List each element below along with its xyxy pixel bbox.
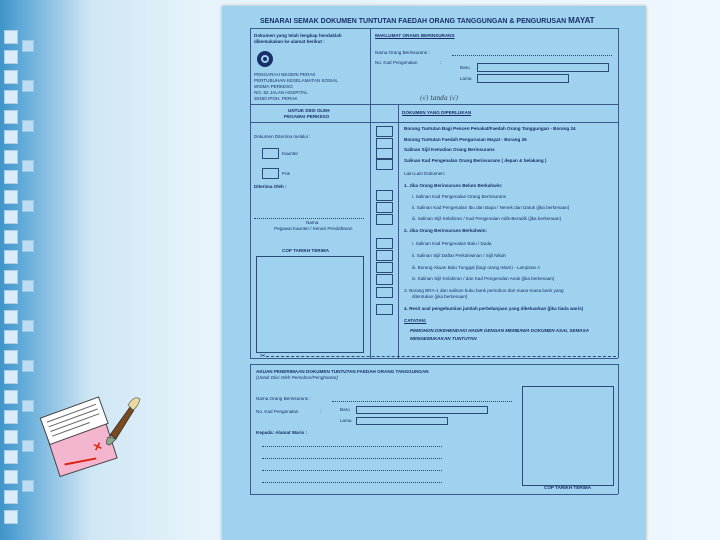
doc-item: 3. Borang BRA-1 dan salinan buku bank pemohon dari mana-mana bank yang [404,288,564,293]
ack-name-label: Nama Orang Berinsurans : [256,396,311,401]
item-checkbox[interactable] [376,190,393,201]
doc-heading: DOKUMEN YANG DIPERLUKAN [402,110,472,115]
scissors-icon: ✂ [260,353,266,360]
counter-checkbox[interactable] [262,148,279,159]
official-label-2: PEGAWAI PERKESO [284,114,330,119]
received-by-label: Diterima Oleh : [254,184,287,189]
ack-subtitle: (Untuk Diisi Oleh Pemohon/Penghantar) [256,375,338,380]
address-line-4: NO. 82 JALAN HOSPITAL [254,90,308,95]
note-label: CATATAN: [404,318,427,323]
counter-label: Kaunter [282,151,299,156]
document-brush-clipart-icon [30,395,145,485]
item-checkbox[interactable] [376,274,393,285]
item-checkbox[interactable] [376,238,393,249]
ack-ic-label: No. Kad Pengenalan [256,409,299,414]
doc-item: 2. Jika Orang Berinsurans Berkahwin: [404,228,487,233]
officer-title-label: Pegawai Kaunter / Kerani Pendaftaran [274,226,353,231]
item-checkbox[interactable] [376,202,393,213]
doc-item: 4. Resit asal pengebumian jumlah perbelanjaan yang dikeluarkan (jika tiada waris) [404,306,584,311]
send-label-1: Dokumen yang telah lengkap hendaklah [254,33,342,38]
doc-item: iii. Borang Akuan Balu Tunggal (bagi orang Islam) - Lampiran A [412,265,541,270]
checklist-document: SENARAI SEMAK DOKUMEN TUNTUTAN FAEDAH ORANG TANGGUNGAN & PENGURUSAN MAYAT Dokumen yang telah lengkap hendaklah dikemukakan ke alamat berikut : PENGARAH NEGERI PERAK PERTUBUHAN KESELAMATAN SOSIAL WISMA PERKESO NO. 82 JALAN HOSPITAL 30450 IPOH, PERAK MAKLUMAT ORANG BERINSURANS Nama Orang Berinsurans : No. Kad Pengenalan : Baru Lama (√) tanda (√) UNTUK DIISI OLEH PEGAWAI PERKESO DOKUMEN YANG DIPERLUKAN Dokumen Diterima melalui : Kaunter Pos Diterima Oleh : Nama Pegawai Kaunter / Kerani Pendaftaran COP TARIKH TERIMA Borang Tuntutan Bagi Pencen Penakat/Faedah Orang Tanggungan - Borang 24 Borang Tuntutan Faedah Pengurusan Mayat - Borang 26 Salinan Sijil Kematian Orang Berinsurans Salinan Kad Pengenalan Orang Berinsurans ( depan & belakang ) Lain-Lain Dokumen: 1. Jika Orang Berinsurans Belum Berkahwin: i. Salinan Kad Pengenalan Orang Berinsurans ii. Salinan Kad Pengenalan Ibu dan Bapa / Nenek dan Datuk (jika berkenaan) iii. Salinan Sijil Kelahiran / Kad Pengenalan Adik-Beradik (jika berkenaan) 2. Jika Orang Berinsurans Berkahwin: i. Salinan Kad Pengenalan Balu / Duda ii. Salinan Sijil Daftar Perkahwinan / Sijil Nikah iii. Borang Akuan Balu Tunggal (bagi orang Islam) - Lampiran A iv. Salinan Sijil Kelahiran / dan Kad Pengenalan Anak (jika berkenaan) 3. Borang BRA-1 dan salinan buku bank pemohon dari mana-mana bank yang ditentukan (jika berkenaan) 4. Resit asal pengebumian jumlah perbelanjaan yang dikeluarkan (jika tiada waris) CATATAN: PEMOHON DIKEHENDAKI HADIR DENGAN MEMBAWA DOKUMEN ASAL SEMASA MENGEMUKAKAN TUNTUTAN ✂ AKUAN PENERIMAAN DOKUMEN TUNTUTAN FAEDAH ORANG TANGGUNGAN (Untuk Diisi Oleh Pemohon/Penghantar) Nama Orang Berinsurans : No. Kad Pengenalan : Baru Lama Kepada: Alamat Waris : COP TARIKH TERIMA [222,6,646,540]
item-checkbox[interactable] [376,262,393,273]
ic-new-boxes [477,63,609,72]
stamp-box-2 [522,386,614,486]
doc-item: i. Salinan Kad Pengenalan Orang Berinsurans [412,194,506,199]
ack-ic-new: Baru [340,407,350,412]
document-title: SENARAI SEMAK DOKUMEN TUNTUTAN FAEDAH ORANG TANGGUNGAN & PENGURUSAN MAYAT [260,16,595,25]
doc-item: Salinan Kad Pengenalan Orang Berinsurans ( depan & belakang ) [404,158,547,163]
note-line-2: MENGEMUKAKAN TUNTUTAN [410,336,477,341]
ic-label: No. Kad Pengenalan [375,60,418,65]
info-heading: MAKLUMAT ORANG BERINSURANS [375,33,455,38]
stamp-label-1: COP TARIKH TERIMA [282,248,330,253]
post-label: Pos [282,171,290,176]
ic-new-label: Baru [460,65,470,70]
address-line-1: PENGARAH NEGERI PERAK [254,72,316,77]
stamp-box-1 [256,256,364,353]
ack-ic-old: Lama [340,418,352,423]
perkeso-logo-icon [254,49,276,69]
item-checkbox[interactable] [376,214,393,225]
item-checkbox[interactable] [376,148,393,159]
doc-item: Borang Tuntutan Bagi Pencen Penakat/Faedah Orang Tanggungan - Borang 24 [404,126,576,131]
note-line-1: PEMOHON DIKEHENDAKI HADIR DENGAN MEMBAWA DOKUMEN ASAL SEMASA [410,328,589,333]
item-checkbox[interactable] [376,287,393,298]
send-label-2: dikemukakan ke alamat berikut : [254,39,325,44]
doc-item: ii. Salinan Kad Pengenalan Ibu dan Bapa / Nenek dan Datuk (jika berkenaan) [412,205,570,210]
item-checkbox[interactable] [376,250,393,261]
ack-address-label: Kepada: Alamat Waris : [256,430,307,435]
doc-item: Salinan Sijil Kematian Orang Berinsurans [404,147,495,152]
ack-title: AKUAN PENERIMAAN DOKUMEN TUNTUTAN FAEDAH ORANG TANGGUNGAN [256,369,429,374]
doc-item: iv. Salinan Sijil Kelahiran / dan Kad Pengenalan Anak (jika berkenaan) [412,276,555,281]
item-checkbox[interactable] [376,304,393,315]
name-label: Nama Orang Berinsurans : [375,50,430,55]
ic-old-boxes [477,74,569,83]
doc-item: i. Salinan Kad Pengenalan Balu / Duda [412,241,492,246]
handwritten-note: (√) tanda (√) [420,95,459,102]
received-label: Dokumen Diterima melalui : [254,134,311,139]
stamp-label-2: COP TARIKH TERIMA [544,485,592,490]
doc-item: 1. Jika Orang Berinsurans Belum Berkahwin: [404,183,503,188]
officer-name-label: Nama [306,220,319,225]
post-checkbox[interactable] [262,168,279,179]
ack-ic-new-boxes [356,406,488,414]
address-line-3: WISMA PERKESO [254,84,293,89]
doc-item: ditentukan (jika berkenaan) [412,294,468,299]
address-line-2: PERTUBUHAN KESELAMATAN SOSIAL [254,78,338,83]
ic-old-label: Lama [460,76,472,81]
doc-item: ii. Salinan Sijil Daftar Perkahwinan / Sijil Nikah [412,253,506,258]
doc-item: Lain-Lain Dokumen: [404,171,446,176]
doc-item: iii. Salinan Sijil Kelahiran / Kad Pengenalan Adik-Beradik (jika berkenaan) [412,216,562,221]
item-checkbox[interactable] [376,159,393,170]
official-label-1: UNTUK DIISI OLEH [288,108,330,113]
address-line-5: 30450 IPOH, PERAK [254,96,298,101]
doc-item: Borang Tuntutan Faedah Pengurusan Mayat - Borang 26 [404,137,527,142]
ack-ic-old-boxes [356,417,448,425]
item-checkbox[interactable] [376,126,393,137]
